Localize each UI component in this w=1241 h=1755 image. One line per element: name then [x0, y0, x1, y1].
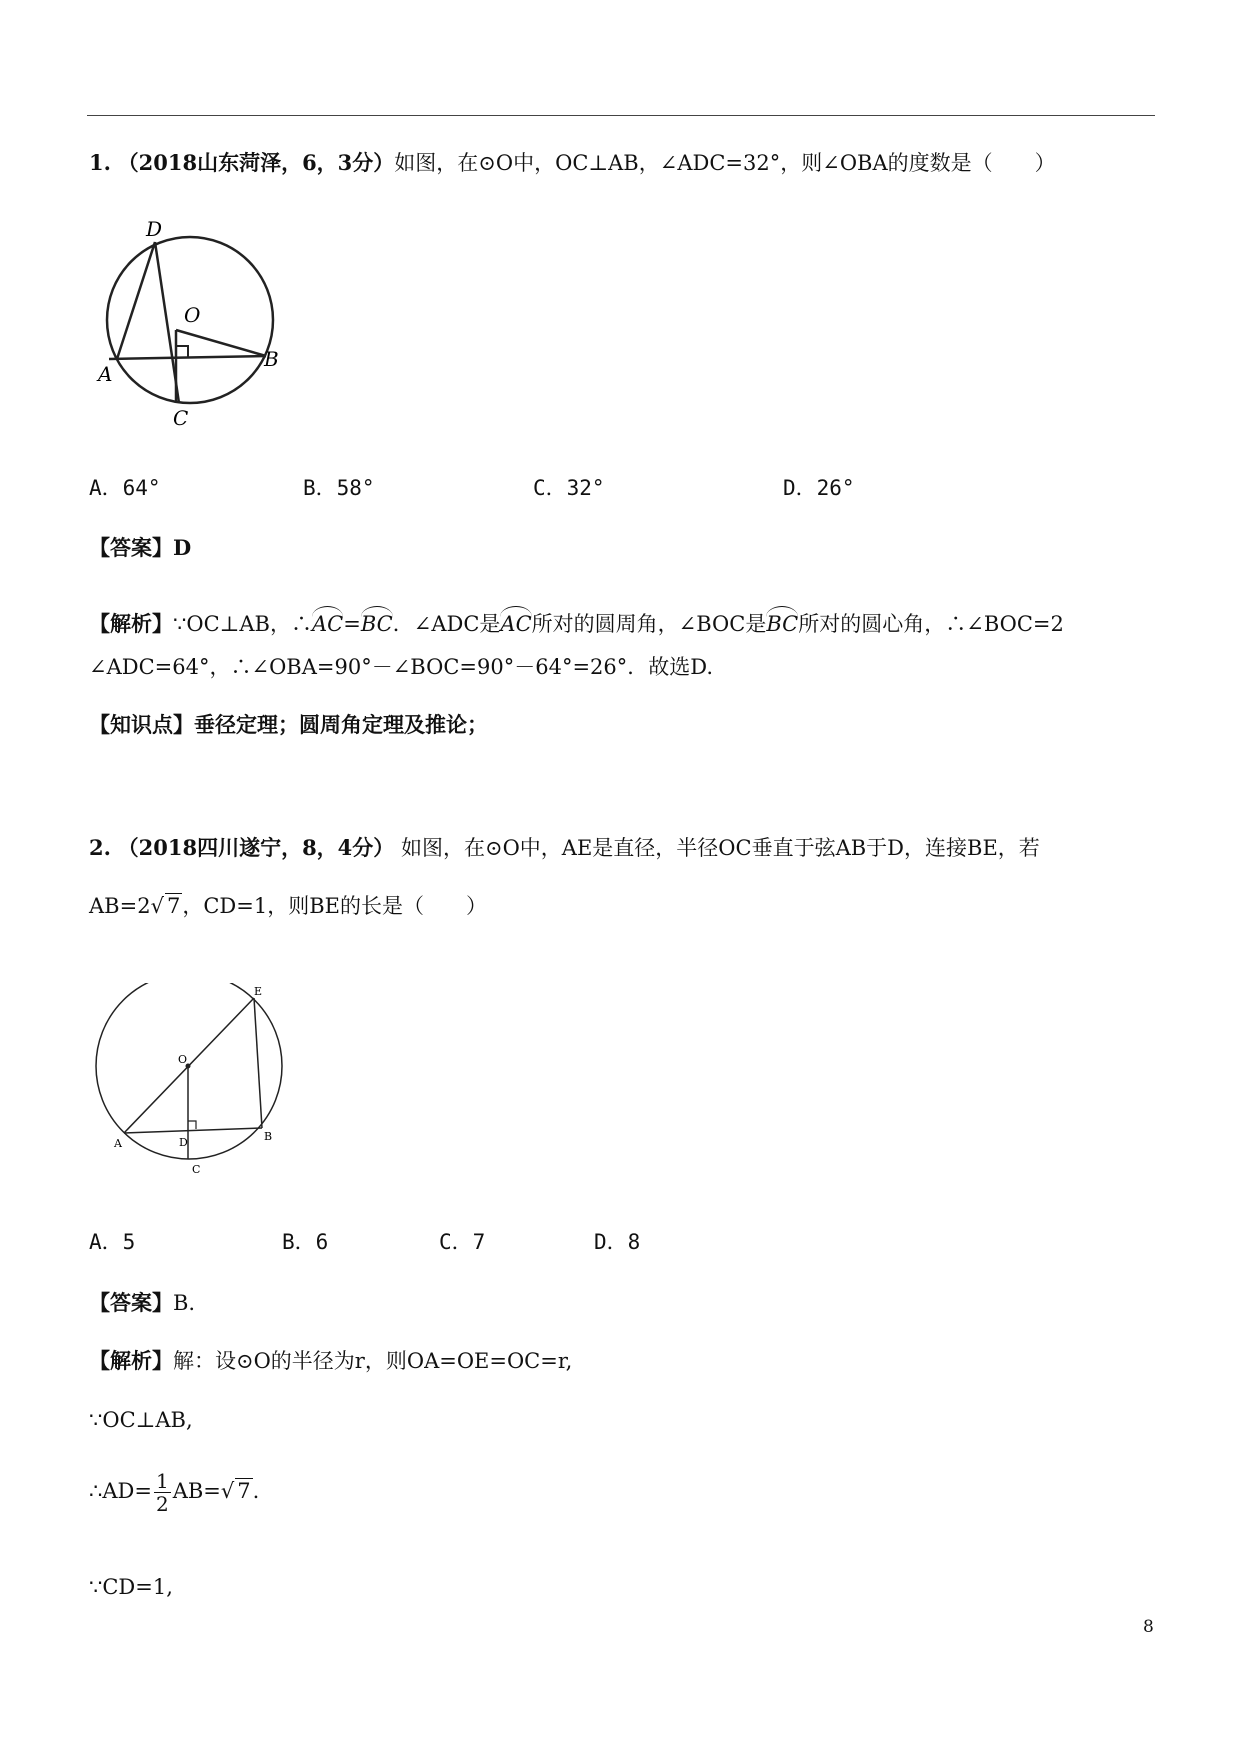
q1-analysis-text-1c: 所对的圆周角，∠BOC是 [531, 612, 767, 636]
q2-option-a: A．5 [89, 1230, 136, 1254]
q2-step-2: ∴AD= $\frac{1}{2}$ AB=√ 7. [89, 1469, 260, 1516]
q2-analysis-line-1 [89, 1348, 572, 1374]
q2-frac-num: 1 [155, 1469, 169, 1493]
q1-arc-ac-2: AC [500, 606, 531, 637]
q1-knowledge-label: 【知识点】 [89, 712, 194, 737]
q2-label-e: E [254, 985, 263, 998]
q1-label-b: B [264, 347, 279, 371]
q2-step-radicand: 7 [237, 1479, 251, 1503]
q1-radius-ob [176, 330, 266, 356]
q1-eq: = [343, 612, 361, 636]
q2-label-c: C [192, 1163, 201, 1173]
q1-knowledge-line [89, 712, 488, 738]
q2-option-b: B．6 [282, 1230, 329, 1254]
q2-chord-be [254, 998, 262, 1128]
q1-arc-ac: AC [312, 606, 343, 637]
q2-right-angle [188, 1121, 196, 1129]
q2-step-2b: AB= [172, 1479, 221, 1503]
q2-stem-line-2: AB=2√ 7，CD=1，则BE的长是（ ） [89, 894, 487, 918]
q2-answer: B. [173, 1291, 196, 1315]
q1-stem-line [89, 150, 1056, 176]
q1-label-a: A [98, 362, 113, 386]
q2-stem-1: 如图，在⊙O中，AE是直径，半径OC垂直于弦AB于D，连接BE，若 [400, 836, 1040, 860]
q2-option-d: D．8 [594, 1230, 641, 1254]
q2-frac-den: 2 [155, 1492, 169, 1516]
q1-option-d: D．26° [783, 476, 855, 500]
q1-stem: 如图，在⊙O中，OC⊥AB，∠ADC=32°，则∠OBA的度数是（ ） [394, 151, 1056, 175]
q2-step-2a: ∴AD= [89, 1479, 152, 1503]
q1-answer-line [89, 535, 191, 561]
q2-answer-line [89, 1290, 195, 1316]
q1-label-c: C [173, 406, 189, 430]
q1-label-o: O [184, 303, 201, 327]
q1-source: （2018山东菏泽，6，3分） [117, 150, 395, 175]
q2-label-a: A [114, 1137, 122, 1150]
q2-chord-ab [124, 1128, 262, 1133]
q1-arc-bc-2: BC [766, 606, 798, 637]
q1-answer-label: 【答案】 [89, 535, 173, 560]
q2-stem-2a: AB=2 [89, 894, 151, 918]
q1-figure [96, 214, 296, 434]
q1-option-a: A．64° [89, 476, 161, 500]
q2-analysis-1: 解：设⊙O的半径为r，则OA=OE=OC=r, [173, 1349, 573, 1373]
q1-arc-bc: BC [361, 606, 393, 637]
q1-analysis-text-1d: 所对的圆心角，∴∠BOC=2 [798, 612, 1064, 636]
q2-label-b: B [264, 1130, 273, 1143]
q2-stem-2b: ，CD=1，则BE的长是（ ） [182, 894, 487, 918]
q2-fraction [154, 1470, 171, 1515]
q2-option-c: C．7 [439, 1230, 486, 1254]
q2-answer-label: 【答案】 [89, 1290, 173, 1315]
q1-analysis-label: 【解析】 [89, 611, 173, 636]
q1-option-c: C．32° [533, 476, 605, 500]
q1-analysis-line-1 [89, 606, 1064, 637]
q1-option-b: B．58° [303, 476, 375, 500]
q2-step-2c: . [252, 1479, 260, 1503]
q1-analysis-line-2: ∠ADC=64°，∴∠OBA=90°－∠BOC=90°－64°=26°．故选D. [89, 655, 714, 679]
q2-step-1: ∵OC⊥AB, [89, 1408, 193, 1432]
q2-source: （2018四川遂宁，8，4分） [117, 835, 395, 860]
q2-label-d: D [179, 1136, 188, 1149]
q1-label-d: D [146, 217, 163, 241]
q1-answer: D [173, 535, 192, 560]
q1-analysis-text-1a: ∵OC⊥AB，∴ [173, 612, 312, 636]
q1-knowledge: 垂径定理；圆周角定理及推论； [194, 712, 488, 737]
q1-right-angle [176, 346, 188, 358]
q2-step-3: ∵CD=1, [89, 1575, 173, 1599]
q1-number: 1. [89, 150, 111, 175]
q2-stem-radicand: 7 [166, 894, 181, 918]
q2-number: 2. [89, 835, 111, 860]
page-number: 8 [1143, 1617, 1154, 1637]
q2-label-o: O [178, 1053, 188, 1066]
q2-figure [94, 983, 304, 1173]
q1-analysis-text-1b: ．∠ADC是 [392, 612, 501, 636]
q2-stem-line-1 [89, 835, 1040, 861]
q1-chord-ad [117, 242, 155, 359]
q2-analysis-label: 【解析】 [89, 1348, 173, 1373]
header-rule [87, 115, 1155, 116]
